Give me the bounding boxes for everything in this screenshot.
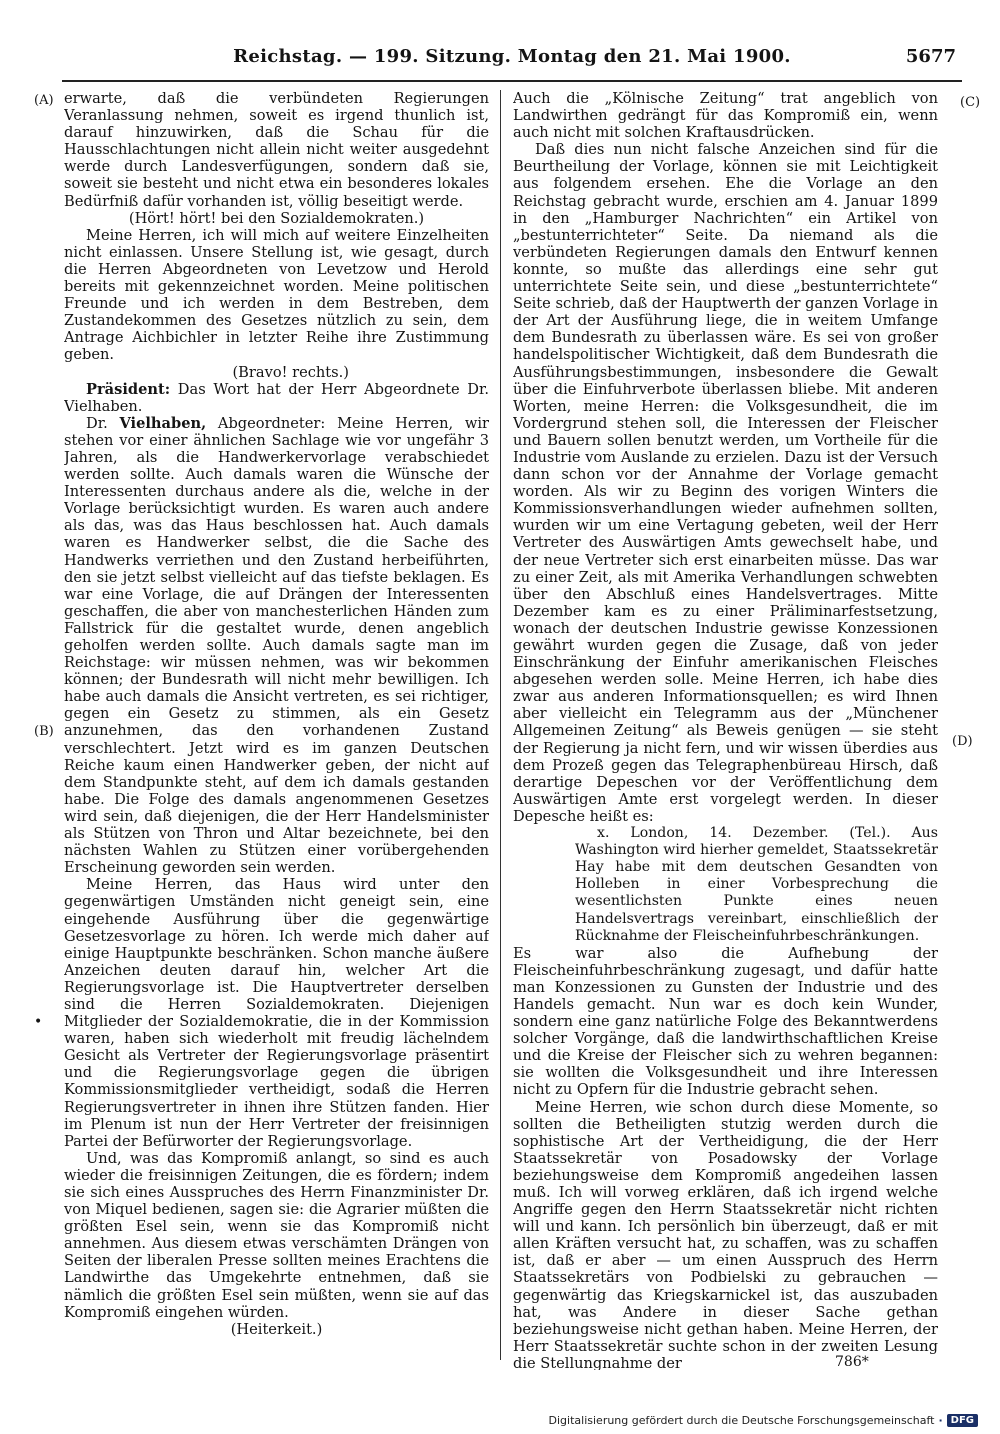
speaker-name: Vielhaben,	[119, 414, 207, 432]
left-paragraph: erwarte, daß die verbündeten Regierungen Veranlassung nehmen, soweit es irgend thunlich ist, darauf hinzuwirken, daß die Schau für die Hausschlachtungen nicht allein nicht weiter ausgedehnt werde durch Landesverfügungen, sondern daß sie, soweit sie besteht und nicht etwa ein besonderes lokales Bedürfniß dafür vorhanden ist, völlig beseitigt werde.	[64, 90, 489, 210]
right-paragraph: Meine Herren, wie schon durch diese Momente, so sollten die Betheiligten stutzig werden durch die sophistische Art der Vertheidigung, die der Herr Staatssekretär von Posadowsky der Vorlage beziehungsweise dem Kompromiß angedeihen lassen muß. Ich will vorweg erklären, daß ich irgend welche Angriffe gegen den Herrn Staatssekretär nicht richten will und kann. Ich persönlich bin überzeugt, daß er mit allen Kräften versucht hat, zu schaffen, was zu schaffen ist, daß er aber — um einen Ausspruch des Herrn Staatssekretärs von Podbielski zu gebrauchen — gegenwärtig das Kriegskarnickel ist, das auszubaden hat, was Andere in dieser Sache gethan beziehungsweise nicht gethan haben. Meine Herren, der Herr Staatssekretär suchte schon in der zweiten Lesung die Stellungnahme der	[513, 1098, 938, 1370]
running-title: Reichstag. — 199. Sitzung. Montag den 21. Mai 1900.	[233, 46, 791, 67]
right-column	[513, 90, 938, 1370]
page-number: 5677	[905, 46, 956, 67]
speech-text: Abgeordneter: Meine Herren, wir stehen vor einer ähnlichen Sachlage wie vor ungefähr 3 Jahren, als die Handwerkervorlage verabschiedet werden sollte. Auch damals waren die Wünsche der Interessenten durchaus andere als die, welche in der Vorlage berücksichtigt wurden. Es waren auch andere als das, was das Haus beschlossen hat. Auch damals waren es Handwerker selbst, die die Sache des Handwerks verriethen und den Zustand herbeiführten, den sie jetzt selbst vielleicht auf das tiefste beklagen. Es war eine Vorlage, die auf Drängen der Interessenten geschaffen, die aber von manchesterlichen Händen zum Fallstrick für die gestaltet wurde, denen angeblich geholfen werden sollte. Auch damals sagte man im Reichstage: wir müssen nehmen, was wir bekommen können; der Bundesrath will nicht mehr bewilligen. Ich habe auch damals die Ansicht vertreten, es sei richtiger, gegen ein Gesetz zu stimmen, als ein Gesetz anzunehmen, das den vorhandenen Zustand verschlechtert. Jetzt wird es im ganzen Deutschen Reiche kaum einen Handwerker geben, der nicht auf dem Standpunkte steht, auf dem ich damals gestanden habe. Die Folge des damals angenommenen Gesetzes wird sein, daß diejenigen, die der Herr Handelsminister als Stützen von Thron und Altar bezeichnete, bei den nächsten Wahlen zu Stützen einer vorübergehenden Erscheinung geworden sein werden.	[64, 414, 489, 877]
right-paragraph: Daß dies nun nicht falsche Anzeichen sind für die Beurtheilung der Vorlage, können sie mit Leichtigkeit aus folgendem ersehen. Ehe die Vorlage an den Reichstag gebracht wurde, erschien am 4. Januar 1899 in den „Hamburger Nachrichten“ ein Artikel von „bestunterrichteter“ Seite. Da niemand als die verbündeten Regierungen damals den Entwurf kennen konnte, so mußte das allerdings eine sehr gut unterrichtete Seite sein, und diese „bestunterrichtete“ Seite schrieb, daß der Hauptwerth der ganzen Vorlage in der Art der Ausführung liege, die in weitem Umfange dem Bundesrath zu überlassen wäre. Es sei von großer handelspolitischer Wichtigkeit, daß dem Bundesrath die Ausführungsbestimmungen, insbesondere die Gewalt über die Einfuhrverbote überlassen bliebe. Mit anderen Worten, meine Herren: die Volksgesundheit, die im Vordergrund stehen soll, die Interessen der Fleischer und Bauern sollen benutzt werden, um Vortheile für die Industrie vom Auslande zu erzielen. Dazu ist der Versuch dann schon vor der Annahme der Vorlage gemacht worden. Als wir zu Beginn des vorigen Winters die Kommissionsverhandlungen wieder aufnehmen sollten, wurden wir um eine Vertagung gebeten, weil der Herr Vertreter des Auswärtigen Amts gewechselt habe, und der neue Vertreter sich erst einarbeiten müsse. Das war zu einer Zeit, als mit Amerika Verhandlungen schwebten über den Abschluß eines Handelsvertrages. Mitte Dezember kam es zu einer Präliminarfestsetzung, wonach der deutschen Industrie gewisse Konzessionen gewährt wurden gegen die Zusage, daß von jeder Einschränkung der Einfuhr amerikanischen Fleisches abgesehen werden solle. Meine Herren, ich habe dies zwar aus anderen Informationsquellen; es wird Ihnen aber vielleicht ein Telegramm aus der „Münchener Allgemeinen Zeitung“ als Beweis genügen — sie steht der Regierung ja nicht fern, und wir wissen überdies aus dem Prozeß gegen das Telegraphenbüreau Hirsch, daß derartige Depeschen vor der Veröffentlichung dem Auswärtigen Amte erst vorgelegt werden. In dieser Depesche heißt es:	[513, 141, 938, 825]
signature-mark: 786*	[835, 1354, 869, 1370]
dfg-logo: DFG	[947, 1414, 978, 1427]
right-paragraph: Es war also die Aufhebung der Fleischeinfuhrbeschränkung zugesagt, und dafür hatte man Konzessionen zu Gunsten der Industrie und des Handels gemacht. Nun war es doch kein Wunder, sondern eine ganz natürliche Folge des Bekanntwerdens solcher Vorgänge, daß die landwirthschaftlichen Kreise und die Kreise der Fleischer sich zu wehren begannen: sie wollten die Volksgesundheit und ihre Interessen nicht zu Opfern für die Industrie gebracht sehen.	[513, 944, 938, 1099]
interjection: (Bravo! rechts.)	[232, 363, 349, 381]
right-paragraph: Auch die „Kölnische Zeitung“ trat angeblich von Landwirthen gedrängt für das Kompromiß ein, wenn auch nicht mit solchen Kraftausdrücken.	[513, 90, 938, 142]
margin-marker-d: (D)	[952, 734, 973, 749]
speaker-name: Präsident:	[86, 380, 171, 398]
footer	[549, 1414, 978, 1427]
left-paragraph: Meine Herren, das Haus wird unter den gegenwärtigen Umständen nicht geneigt sein, eine eingehende Ausführung über die gegenwärtige Gesetzesvorlage zu hören. Ich werde mich daher auf einige Hauptpunkte beschränken. Schon manche äußere Anzeichen deuten darauf hin, welcher Art die Regierungsvorlage ist. Die Hauptvertreter derselben sind die Herren Sozialdemokraten. Diejenigen Mitglieder der Sozialdemokratie, die in der Kommission waren, haben sich wiederholt mit freudig lächelndem Gesicht als Vertreter der Regierungsvorlage präsentirt und die Regierungsvorlage gegen die übrigen Kommissionsmitglieder vertheidigt, sodaß die Herren Regierungsvertreter in ihnen ihre Stützen fanden. Hier im Plenum ist nun der Herr Vertreter der freisinnigen Partei der Befürworter der Regierungsvorlage.	[64, 876, 489, 1150]
left-paragraph: Und, was das Kompromiß anlangt, so sind es auch wieder die freisinnigen Zeitungen, die es fördern; indem sie sich eines Ausspruches des Herrn Finanzminister Dr. von Miquel bedienen, sagen sie: die Agrarier müßten die größten Esel sein, wenn sie das Kompromiß nicht annehmen. Aus diesem etwas verschämten Drängen von Seiten der liberalen Presse sollten meines Erachtens die Landwirthe das Umgekehrte entnehmen, daß sie nämlich die größten Esel sein müßten, wenn sie auf das Kompromiß eingehen würden.	[64, 1149, 489, 1321]
speaker-paragraph	[64, 381, 489, 415]
speaker-paragraph	[64, 415, 489, 877]
speaker-title: Dr.	[86, 414, 120, 432]
running-header	[62, 42, 962, 72]
margin-bullet: •	[34, 1014, 43, 1030]
footer-credit: Digitalisierung gefördert durch die Deutsche Forschungsgemeinschaft	[548, 1414, 935, 1427]
interjection: (Hört! hört! bei den Sozialdemokraten.)	[128, 209, 425, 227]
telegram-quote	[575, 825, 938, 945]
separator-dot: ·	[938, 1414, 943, 1427]
quote-text: x. London, 14. Dezember. (Tel.). Aus Washington wird hierher gemeldet, Staatssekretär Hay habe mit dem deutschen Gesandten von Holleben in einer Vorbesprechung die wesentlichsten Punkte eines neuen Handelsvertrags vereinbart, einschließlich der Rücknahme der Fleischeinfuhrbeschränkungen.	[575, 825, 938, 944]
header-rule	[62, 80, 962, 82]
column-divider	[500, 90, 501, 1360]
interjection: (Heiterkeit.)	[230, 1320, 323, 1338]
margin-marker-a: (A)	[34, 93, 54, 108]
speech-text: Das Wort hat der Herr Abgeordnete Dr. Vielhaben.	[64, 380, 489, 415]
left-column	[64, 90, 489, 1370]
margin-marker-c: (C)	[960, 95, 981, 110]
margin-marker-b: (B)	[34, 724, 54, 739]
left-paragraph: Meine Herren, ich will mich auf weitere Einzelheiten nicht einlassen. Unsere Stellung ist, wie gesagt, durch die Herren Abgeordneten von Levetzow und Herold bereits mit gekennzeichnet worden. Meine politischen Freunde und ich werden in dem Bestreben, dem Zustandekommen des Gesetzes nützlich zu sein, dem Antrage Aichbichler in letzter Reihe ihre Zustimmung geben.	[64, 226, 489, 364]
